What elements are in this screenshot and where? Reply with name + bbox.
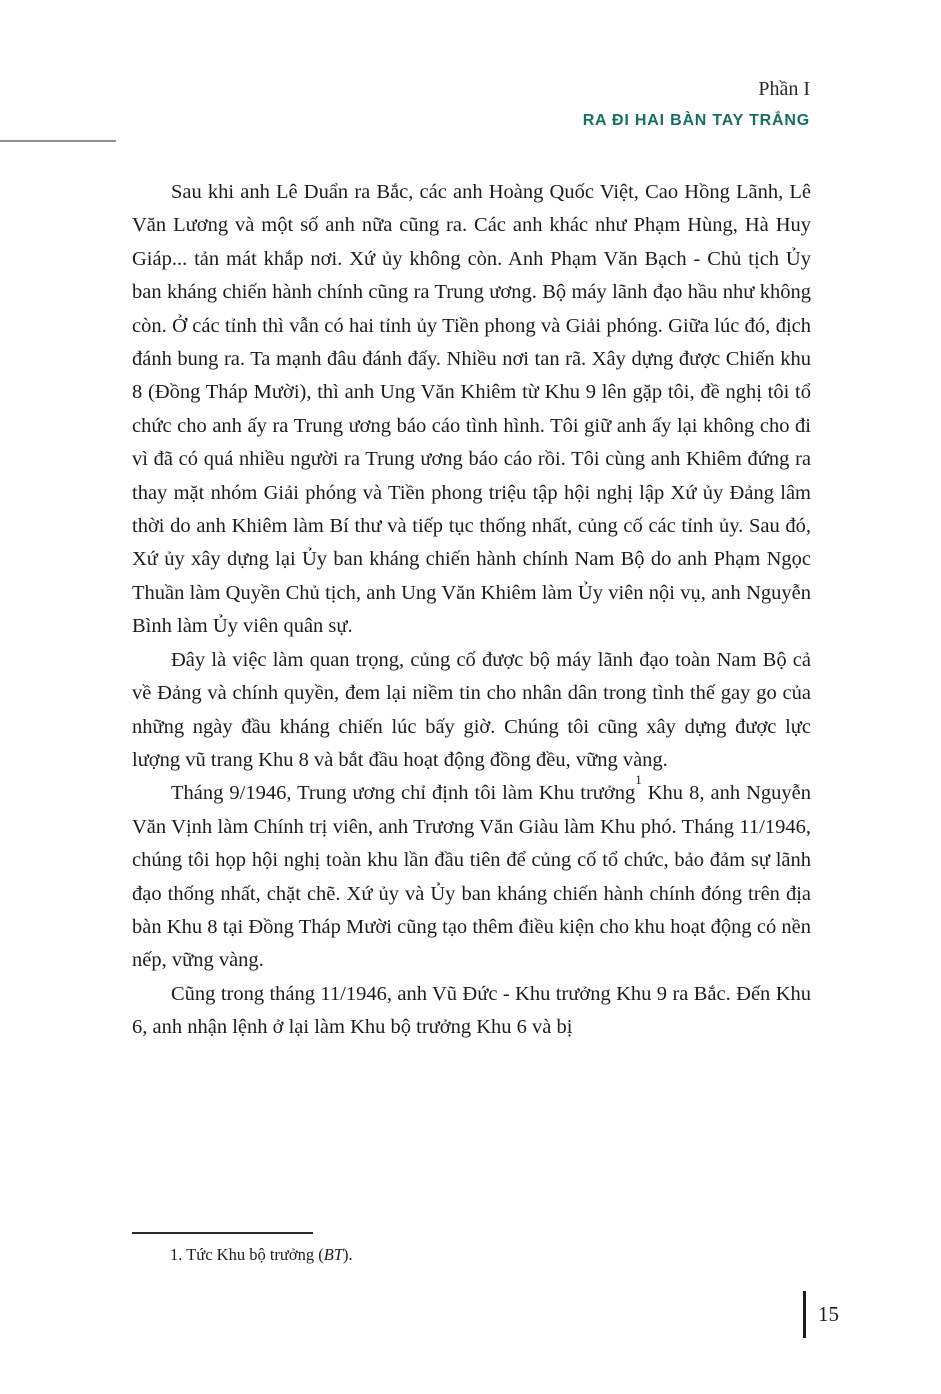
header-rule — [0, 140, 116, 142]
paragraph-3-text-after: Khu 8, anh Nguyễn Văn Vịnh làm Chính trị viên, anh Trương Văn Giàu làm Khu phó. Tháng 11/1946, chúng tôi họp hội nghị toàn khu lần đầu tiên để củng cố tổ chức, bảo đảm sự lãnh đạo thống nhất, chặt chẽ. Xứ ủy và Ủy ban kháng chiến hành chính đóng trên địa bàn Khu 8 tại Đồng Tháp Mười cũng tạo thêm điều kiện cho khu hoạt động có nền nếp, vững vàng. — [132, 782, 811, 972]
body-text — [132, 176, 811, 1045]
chapter-title: RA ĐI HAI BÀN TAY TRẮNG — [582, 112, 810, 129]
paragraph-2 — [132, 644, 811, 778]
footnote-rule — [132, 1232, 313, 1234]
paragraph-3 — [132, 772, 811, 977]
page-header — [583, 78, 810, 130]
page-number — [803, 1291, 839, 1338]
paragraph-1-text: Sau khi anh Lê Duẩn ra Bắc, các anh Hoàng Quốc Việt, Cao Hồng Lãnh, Lê Văn Lương và một số anh nữa cũng ra. Các anh khác như Phạm Hùng, Hà Huy Giáp... tản mát khắp nơi. Xứ ủy không còn. Anh Phạm Văn Bạch - Chủ tịch Ủy ban kháng chiến hành chính cũng ra Trung ương. Bộ máy lãnh đạo hầu như không còn. Ở các tỉnh thì vẫn có hai tỉnh ủy Tiền phong và Giải phóng. Giữa lúc đó, địch đánh bung ra. Ta mạnh đâu đánh đấy. Nhiều nơi tan rã. Xây dựng được Chiến khu 8 (Đồng Tháp Mười), thì anh Ung Văn Khiêm từ Khu 9 lên gặp tôi, đề nghị tôi tổ chức cho anh ấy ra Trung ương báo cáo tình hình. Tôi giữ anh ấy lại không cho đi vì đã có quá nhiều người ra Trung ương báo cáo rồi. Tôi cùng anh Khiêm đứng ra thay mặt nhóm Giải phóng và Tiền phong triệu tập hội nghị lập Xứ ủy Đảng lâm thời do anh Khiêm làm Bí thư và tiếp tục thống nhất, củng cố các tỉnh ủy. Sau đó, Xứ ủy xây dựng lại Ủy ban kháng chiến hành chính Nam Bộ do anh Phạm Ngọc Thuần làm Quyền Chủ tịch, anh Ung Văn Khiêm làm Ủy viên nội vụ, anh Nguyễn Bình làm Ủy viên quân sự. — [132, 181, 811, 638]
paragraph-1 — [132, 176, 811, 644]
page-number-value: 15 — [818, 1302, 839, 1326]
footnote — [132, 1245, 811, 1265]
paragraph-3-text-before: Tháng 9/1946, Trung ương chỉ định tôi làm Khu trưởng — [171, 782, 636, 805]
paragraph-4-text: Cũng trong tháng 11/1946, anh Vũ Đức - Khu trưởng Khu 9 ra Bắc. Đến Khu 6, anh nhận lệnh ở lại làm Khu bộ trưởng Khu 6 và bị — [132, 982, 811, 1039]
part-label: Phần I — [758, 78, 810, 100]
page-number-bar — [803, 1291, 806, 1338]
paragraph-2-text: Đây là việc làm quan trọng, củng cố được bộ máy lãnh đạo toàn Nam Bộ cả về Đảng và chính quyền, đem lại niềm tin cho nhân dân trong tình thế gay go của những ngày đầu kháng chiến lúc bấy giờ. Chúng tôi cũng xây dựng được lực lượng vũ trang Khu 8 và bắt đầu hoạt động đồng đều, vững vàng. — [132, 648, 811, 771]
footnote-text: 1. Tức Khu bộ trưởng ( — [170, 1245, 324, 1264]
footnote-suffix: ). — [342, 1245, 353, 1264]
paragraph-4 — [132, 978, 811, 1045]
footnote-italic: BT — [323, 1245, 343, 1264]
footnote-marker: 1 — [635, 772, 642, 788]
